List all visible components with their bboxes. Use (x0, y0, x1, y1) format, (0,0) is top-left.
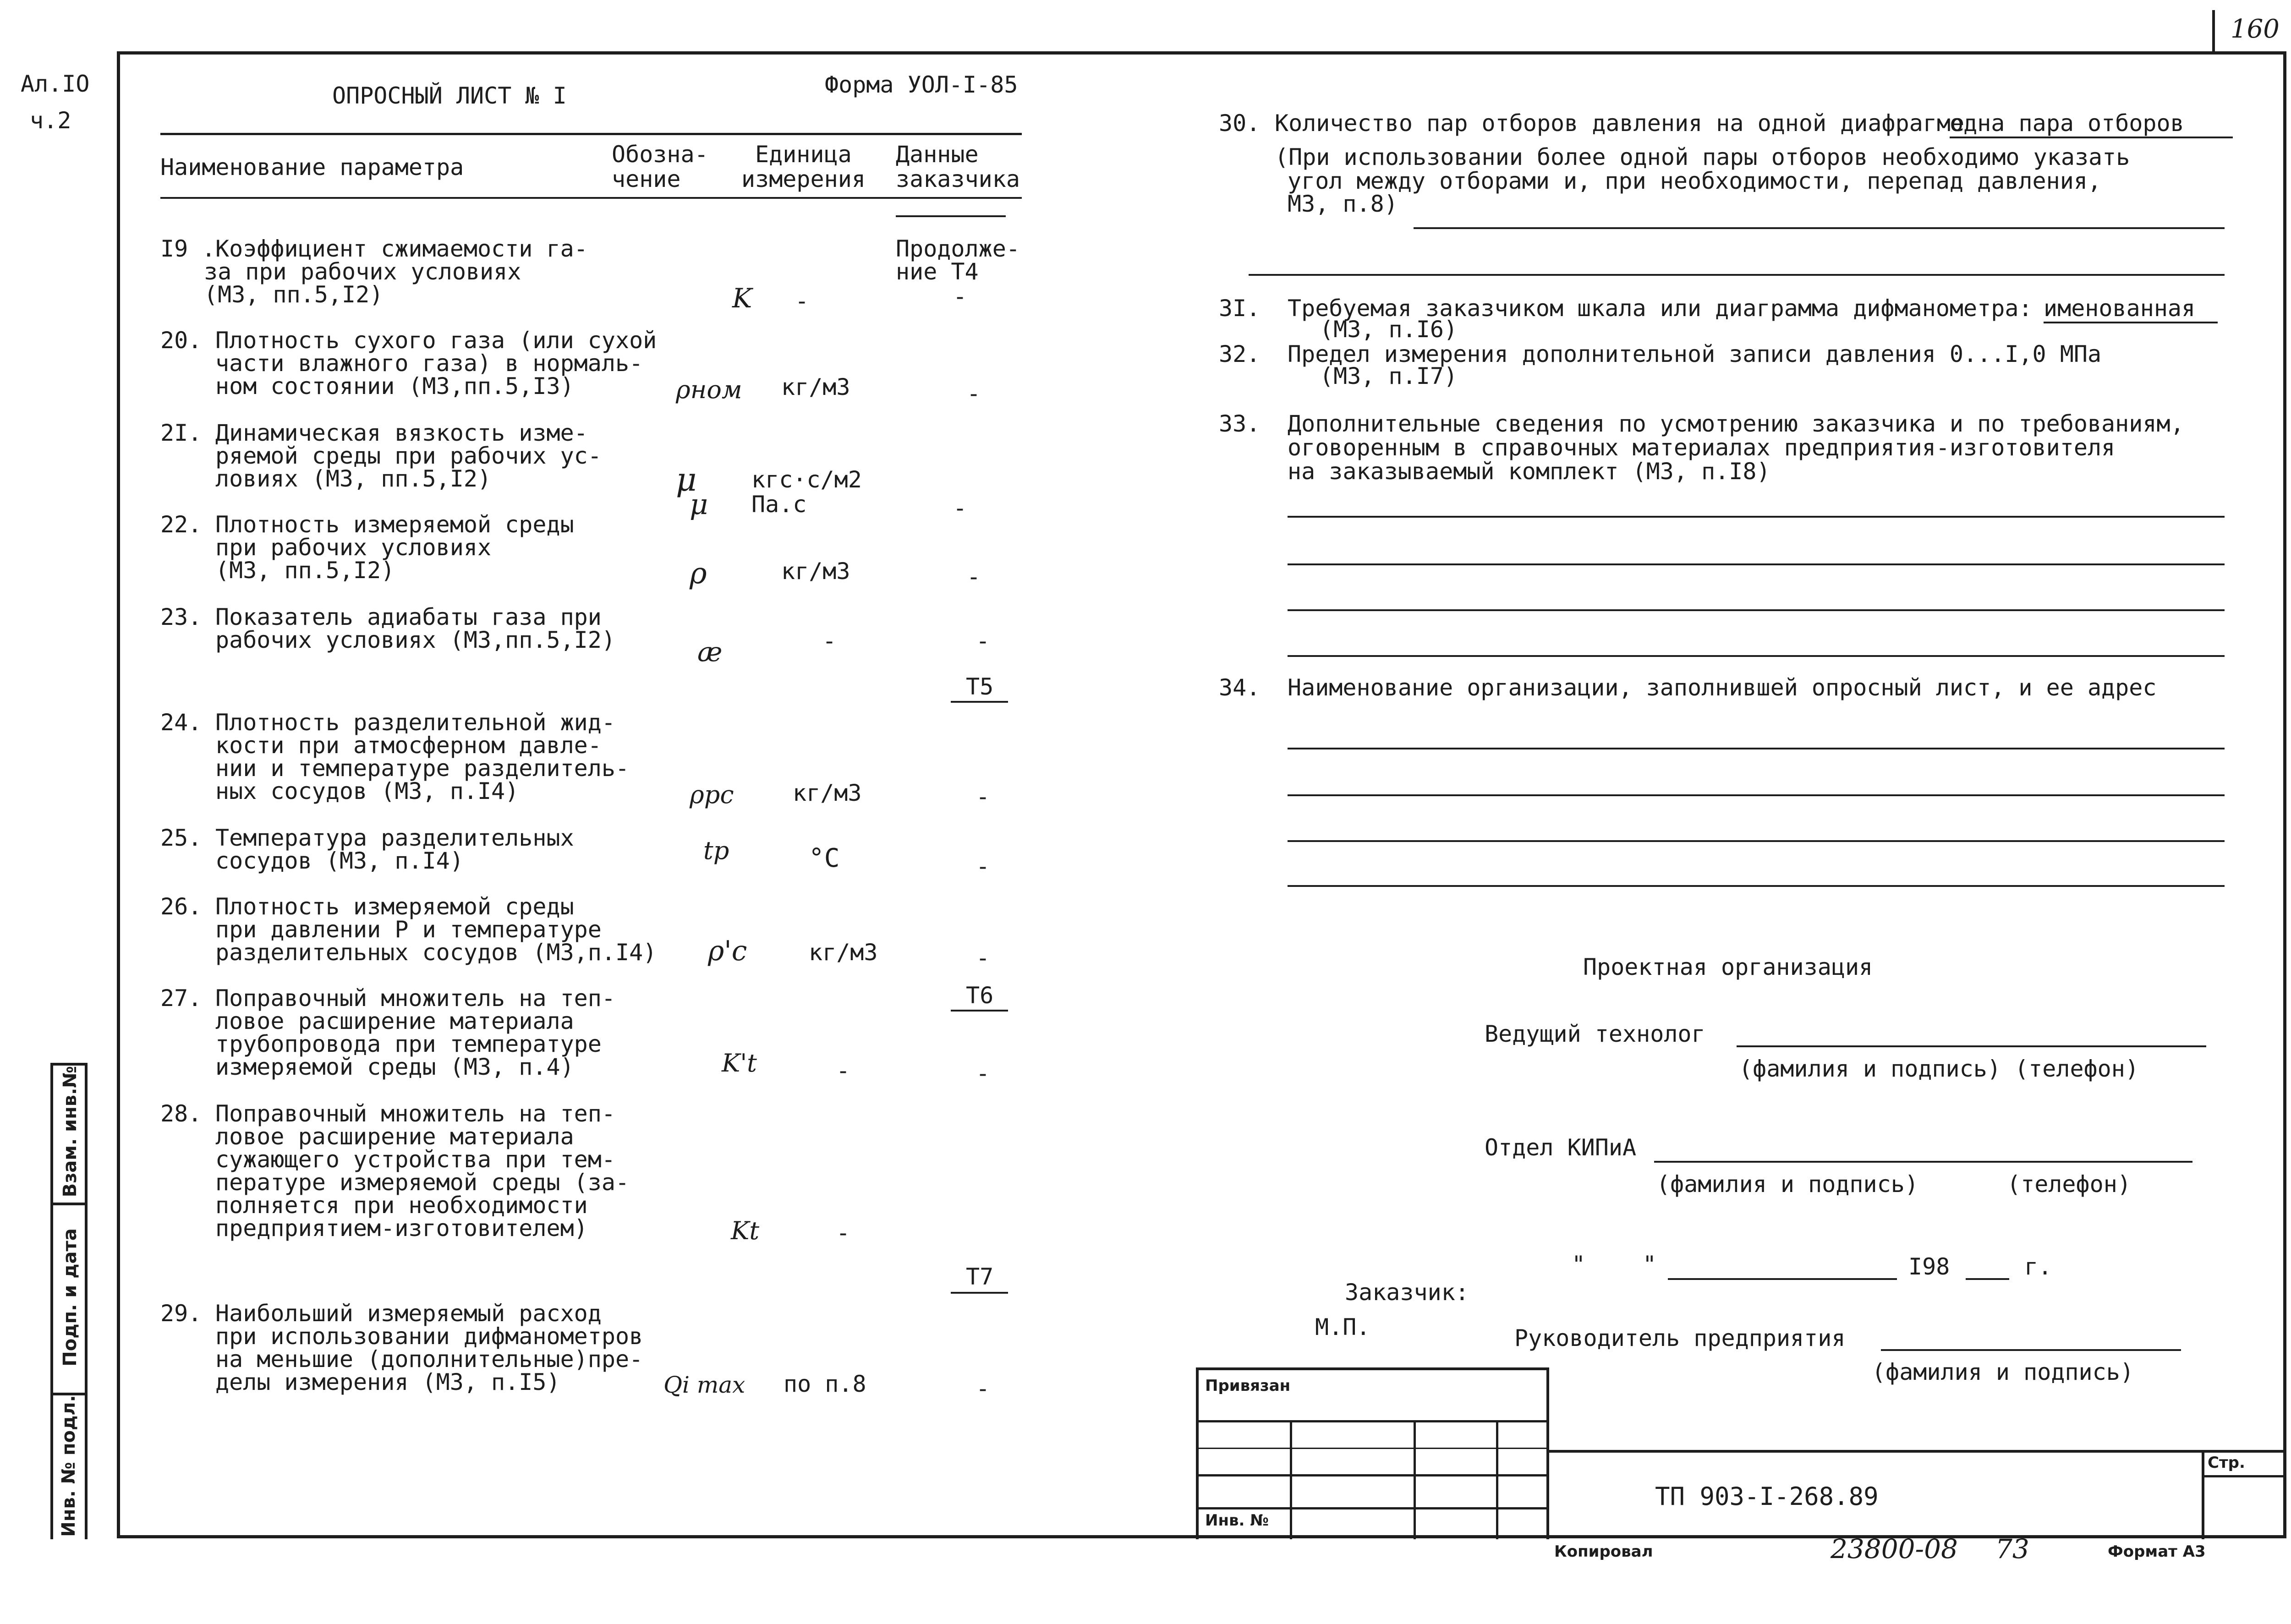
question-text: на заказываемый комплект (МЗ, п.I8) (1288, 458, 1770, 485)
row-text: при давлении Р и температуре (215, 916, 602, 943)
fill-line (1288, 516, 2225, 518)
inv-original-label: Инв. № подл. (58, 1395, 79, 1537)
form-code: Форма УОЛ-I-85 (825, 71, 1018, 98)
row-unit: - (822, 628, 837, 654)
lead-tech-caption: (фамилия и подпись) (телефон) (1739, 1055, 2139, 1082)
row-text: ловое расширение материала (215, 1123, 574, 1150)
row-symbol: æ (697, 636, 723, 667)
row-value-note: Продолже- (896, 235, 1020, 262)
fill-line (1288, 655, 2225, 657)
row-text: Динамическая вязкость изме- (215, 420, 588, 446)
col-header-symbol-2: чение (612, 166, 681, 192)
row-text: Показатель адиабаты газа при (215, 604, 602, 630)
fill-line (1414, 227, 2225, 229)
row-number: 26. (160, 893, 202, 920)
fill-line (1288, 794, 2225, 796)
row-unit: - (795, 288, 809, 314)
row-number: 20. (160, 327, 202, 354)
customer-label: Заказчик: (1345, 1279, 1469, 1306)
lead-tech-label: Ведущий технолог (1485, 1021, 1705, 1047)
date-year-prefix: I98 (1908, 1253, 1950, 1280)
fill-line (1288, 609, 2225, 611)
sheet-ref-part: ч.2 (30, 107, 71, 134)
project-org-heading: Проектная организация (1583, 954, 1873, 980)
row-text: пературе измеряемой среды (за- (215, 1169, 630, 1196)
question-number: 30. (1219, 110, 1261, 137)
row-number: 29. (160, 1300, 202, 1327)
row-text: сужающего устройства при тем- (215, 1146, 615, 1173)
fill-line (1249, 274, 2225, 276)
date-month-line (1668, 1278, 1897, 1280)
fill-line (1288, 748, 2225, 749)
question-note: МЗ, п.8) (1288, 191, 1398, 217)
copied-label: Копировал (1554, 1542, 1653, 1561)
col-header-unit-2: измерения (741, 166, 866, 192)
section-mark-t7: Т7 (966, 1263, 994, 1290)
row-text: при рабочих условиях (215, 534, 492, 561)
row-unit: по п.8 (784, 1371, 866, 1397)
date-quote-close: " (1643, 1251, 1657, 1278)
row-text: ряемой среды при рабочих ус- (215, 443, 602, 469)
archive-number: 23800-08 (1831, 1533, 1958, 1564)
row-text: ных сосудов (МЗ, п.I4) (215, 778, 519, 804)
row-text: Поправочный множитель на теп- (215, 985, 615, 1012)
row-text: делы измерения (МЗ, п.I5) (215, 1369, 560, 1395)
row-text: рабочих условиях (МЗ,пп.5,I2) (215, 627, 615, 653)
row-text: трубопровода при температуре (215, 1031, 602, 1057)
row-symbol: ρ (690, 557, 707, 591)
question-ref: (МЗ, п.I7) (1320, 363, 1458, 389)
row-number: 28. (160, 1100, 202, 1127)
row-text: части влажного газа) в нормаль- (215, 350, 643, 377)
row-number: 24. (160, 709, 202, 736)
row-symbol: K't (722, 1049, 757, 1077)
col-header-data-1: Данные (896, 141, 979, 168)
row-text: Коэффициент сжимаемости га- (215, 235, 588, 262)
row-number: I9 . (160, 235, 216, 262)
row-value: - (953, 283, 967, 310)
row-text: нии и температуре разделитель- (215, 755, 630, 782)
row-symbol: μ (676, 461, 697, 498)
section-mark-t5: Т5 (966, 673, 994, 700)
date-year-suffix: г. (2024, 1253, 2052, 1280)
question-text: Дополнительные сведения по усмотрению заказчика и по требованиям, (1288, 410, 2184, 437)
row-number: 22. (160, 511, 202, 538)
row-unit: кгс·с/м2 (751, 466, 862, 493)
lead-tech-sign-line (1737, 1045, 2206, 1047)
question-answer: одна пара отборов (1950, 110, 2184, 137)
question-number: 32. (1219, 341, 1261, 367)
question-text: Требуемая заказчиком шкала или диаграмма дифманометра: (1288, 295, 2033, 322)
question-note: угол между отборами и, при необходимости, перепад давления, (1288, 168, 2102, 194)
row-text: Плотность сухого газа (или сухой (215, 327, 657, 354)
row-unit: - (836, 1057, 850, 1084)
question-note: (При использовании более одной пары отборов необходимо указать (1275, 144, 2130, 170)
row-symbol: tр (703, 836, 729, 865)
row-text: разделительных сосудов (МЗ,п.I4) (215, 939, 657, 966)
row-value: - (967, 380, 981, 407)
row-symbol: Kt (731, 1216, 760, 1245)
row-value: - (967, 563, 981, 590)
row-symbol: ρ'с (708, 935, 747, 967)
director-label: Руководитель предприятия (1514, 1325, 1846, 1351)
row-unit: - (836, 1219, 850, 1246)
row-symbol: ρном (676, 375, 742, 404)
question-ref: (МЗ, п.I6) (1320, 316, 1458, 343)
document-number: ТП 903-I-268.89 (1655, 1482, 1879, 1511)
director-caption: (фамилия и подпись) (1872, 1359, 2134, 1385)
question-number: 34. (1219, 674, 1261, 701)
question-answer: именованная (2044, 295, 2196, 322)
row-number: 2I. (160, 420, 202, 446)
kipia-sign-line (1654, 1161, 2192, 1163)
row-value: - (976, 783, 990, 810)
row-text: полняется при необходимости (215, 1192, 588, 1219)
row-number: 25. (160, 825, 202, 851)
row-unit-alt: Па.с (751, 491, 807, 518)
col-header-symbol-1: Обозна- (612, 141, 708, 168)
kipia-caption-name: (фамилия и подпись) (1656, 1171, 1918, 1197)
row-value: - (976, 628, 990, 654)
row-text: Наибольший измеряемый расход (215, 1300, 602, 1327)
question-text: Наименование организации, заполнившей опросный лист, и ее адрес (1288, 674, 2157, 701)
row-symbol: Qi max (663, 1372, 745, 1398)
row-text: при использовании дифманометров (215, 1323, 643, 1350)
question-number: 3I. (1219, 295, 1261, 322)
fill-line (1288, 563, 2225, 565)
row-text: кости при атмосферном давле- (215, 732, 602, 759)
question-text: Количество пар отборов давления на одной диафрагме (1275, 110, 1965, 137)
row-number: 23. (160, 604, 202, 630)
date-quote-open: " (1572, 1251, 1586, 1278)
kipia-caption-phone: (телефон) (2007, 1171, 2131, 1197)
row-unit: кг/м3 (793, 780, 862, 806)
bound-label: Привязан (1205, 1377, 1291, 1395)
stamp-place-label: М.П. (1315, 1314, 1370, 1340)
page-number: 160 (2231, 14, 2280, 44)
row-text: (МЗ, пп.5,I2) (204, 281, 384, 308)
sheet-number: 73 (1995, 1533, 2029, 1564)
row-text: Плотность измеряемой среды (215, 893, 574, 920)
row-value: - (976, 853, 990, 880)
row-text: ловиях (МЗ, пп.5,I2) (215, 465, 492, 492)
inv-number-label: Инв. № (1205, 1511, 1269, 1530)
row-text: ном состоянии (МЗ,пп.5,I3) (215, 373, 574, 399)
col-header-name: Наименование параметра (160, 154, 464, 180)
row-value-note: ние Т4 (896, 258, 979, 285)
section-mark-t6: Т6 (966, 982, 994, 1009)
question-text: Предел измерения дополнительной записи давления 0...I,0 МПа (1288, 341, 2102, 367)
question-number: 33. (1219, 410, 1261, 437)
row-text: ловое расширение материала (215, 1008, 574, 1034)
row-value: - (976, 945, 990, 971)
row-text: предприятием-изготовителем) (215, 1215, 588, 1241)
date-year-line (1966, 1278, 2009, 1280)
sign-date-label: Подп. и дата (60, 1228, 81, 1367)
form-title: ОПРОСНЫЙ ЛИСТ № I (332, 82, 567, 109)
row-symbol-alt: μ (690, 487, 708, 521)
row-text: (МЗ, пп.5,I2) (215, 557, 395, 584)
row-unit: кг/м3 (781, 374, 850, 400)
row-text: за при рабочих условиях (204, 258, 521, 285)
row-value: - (976, 1060, 990, 1087)
row-value: - (953, 495, 967, 521)
row-value: - (976, 1375, 990, 1402)
col-header-data-2: заказчика (896, 166, 1020, 192)
row-number: 27. (160, 985, 202, 1012)
row-unit: кг/м3 (781, 558, 850, 585)
director-sign-line (1881, 1349, 2181, 1351)
row-text: измеряемой среды (МЗ, п.4) (215, 1054, 574, 1080)
row-text: Плотность измеряемой среды (215, 511, 574, 538)
format-label: Формат А3 (2108, 1542, 2206, 1561)
row-text: сосудов (МЗ, п.I4) (215, 848, 464, 874)
fill-line (1288, 840, 2225, 842)
row-text: Температура разделительных (215, 825, 574, 851)
page-label: Стр. (2208, 1454, 2245, 1472)
row-unit: кг/м3 (809, 939, 878, 966)
row-text: Плотность разделительной жид- (215, 709, 615, 736)
row-text: Поправочный множитель на теп- (215, 1100, 615, 1127)
row-text: на меньшие (дополнительные)пре- (215, 1346, 643, 1372)
inv-replace-label: Взам. инв.№ (60, 1066, 81, 1197)
row-unit: °C (809, 843, 840, 873)
fill-line (1288, 885, 2225, 887)
question-text: оговоренным в справочных материалах предприятия-изготовителя (1288, 434, 2116, 461)
sheet-ref: Ал.IO (21, 71, 90, 97)
row-symbol: K (732, 283, 752, 314)
row-symbol: ρрс (690, 780, 734, 809)
kipia-label: Отдел КИПиА (1485, 1134, 1637, 1161)
col-header-unit-1: Единица (755, 141, 852, 168)
